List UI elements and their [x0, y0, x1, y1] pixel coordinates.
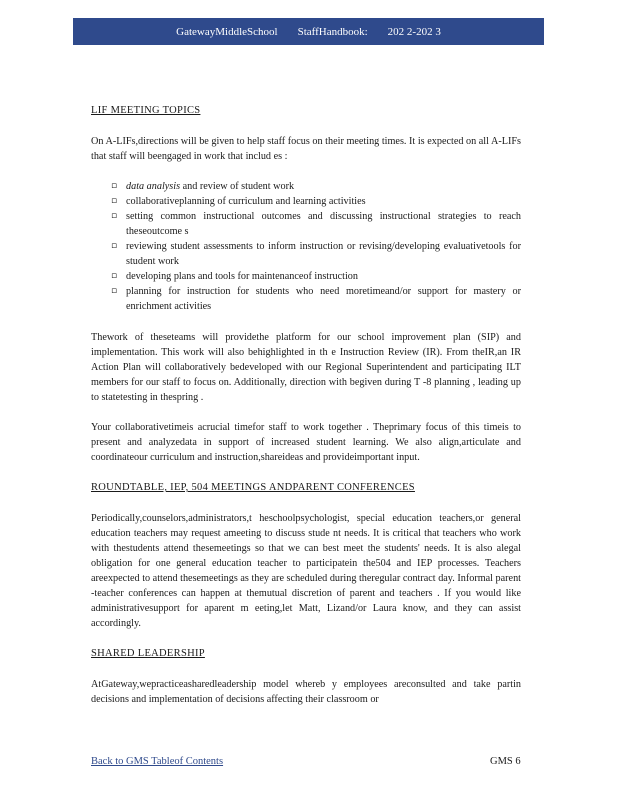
bullet-icon: ▫	[111, 211, 118, 221]
bullet-icon: ▫	[111, 271, 118, 281]
lif-paragraph-2: Thework of theseteams will providethe platform for our school improvement plan (SIP) and implementation. This work will also behighlighted in th e Instruction Review (IR). From theIR,an IR Action Plan will collaboratively bedeveloped with our Regional Superintendent and participating ILT members for our staff to focus on. Additionally, direction with begiven during T -8 planning , leading up to statetesting in thespring .	[91, 332, 521, 403]
document-body	[91, 103, 521, 722]
list-item-text: reviewing student assessments to inform instruction or revising/developing evaluativetools for student work	[126, 241, 521, 267]
list-item-text: setting common instructional outcomes and discussing instructional strategies to reach theseoutcome s	[126, 211, 521, 237]
list-item	[91, 179, 521, 194]
roundtable-section-title: ROUNDTABLE, IEP, 504 MEETINGS ANDPARENT CONFERENCES	[91, 482, 415, 493]
list-item	[91, 284, 521, 314]
list-item-text: collaborativeplanning of curriculum and learning activities	[126, 196, 366, 207]
lif-intro: On A-LIFs,directions will be given to help staff focus on their meeting times. It is expected on all A-LIFs that staff will beengaged in work that includ es :	[91, 136, 521, 162]
header-school: GatewayMiddleSchool	[176, 25, 278, 38]
header-year: 202 2-202 3	[387, 25, 441, 38]
list-item-text: developing plans and tools for maintenanceof instruction	[126, 271, 358, 282]
bullet-icon: ▫	[111, 196, 118, 206]
bullet-icon: ▫	[111, 181, 118, 191]
list-item-text: planning for instruction for students who need moretimeand/or support for mastery or enrichment activities	[126, 286, 521, 312]
roundtable-paragraph: Periodically,counselors,administrators,t heschoolpsychologist, special education teachers,or general education teachers may request ameeting to discuss stude nt needs. It is critical that teachers who work with thestudents attend thesemeetings so that we can best meet the students' needs. It is also alegal obligation for one general education teacher to participatein the504 and IEP processes. Teachers areexpected to attend thesemeetings as they are scheduled during theregular contract day. Informal parent -teacher conferences can happen at themutual discretion of parent and teachers . If you would like administrativesupport for aparent m eeting,let Matt, Lizand/or Laura know, and they can assist accordingly.	[91, 513, 521, 629]
header-band	[73, 18, 544, 45]
lif-topic-list	[91, 179, 521, 314]
lif-paragraph-3: Your collaborativetimeis acrucial timefor staff to work together . Theprimary focus of this timeis to present and analyzedata in support of increased student learning. We also align,articulate and coordinateour curriculum and instruction,shareideas and provideimportant input.	[91, 422, 521, 463]
list-item	[91, 209, 521, 239]
list-item-text: and review of student work	[182, 181, 295, 192]
shared-leadership-paragraph: AtGateway,wepracticeasharedleadership model whereb y employees areconsulted and take partin decisions and implementation of decisions affecting their classroom or	[91, 679, 521, 705]
back-to-contents-link[interactable]: Back to GMS Tableof Contents	[91, 756, 224, 767]
list-item	[91, 239, 521, 269]
shared-leadership-title: SHARED LEADERSHIP	[91, 648, 205, 659]
header-handbook: StaffHandbook:	[297, 25, 368, 38]
bullet-icon: ▫	[111, 286, 118, 296]
list-item-italic: data analysis	[126, 181, 181, 192]
lif-section-title: LIF MEETING TOPICS	[91, 105, 201, 116]
page-number: GMS 6	[490, 756, 521, 767]
list-item	[91, 269, 521, 284]
bullet-icon: ▫	[111, 241, 118, 251]
list-item	[91, 194, 521, 209]
